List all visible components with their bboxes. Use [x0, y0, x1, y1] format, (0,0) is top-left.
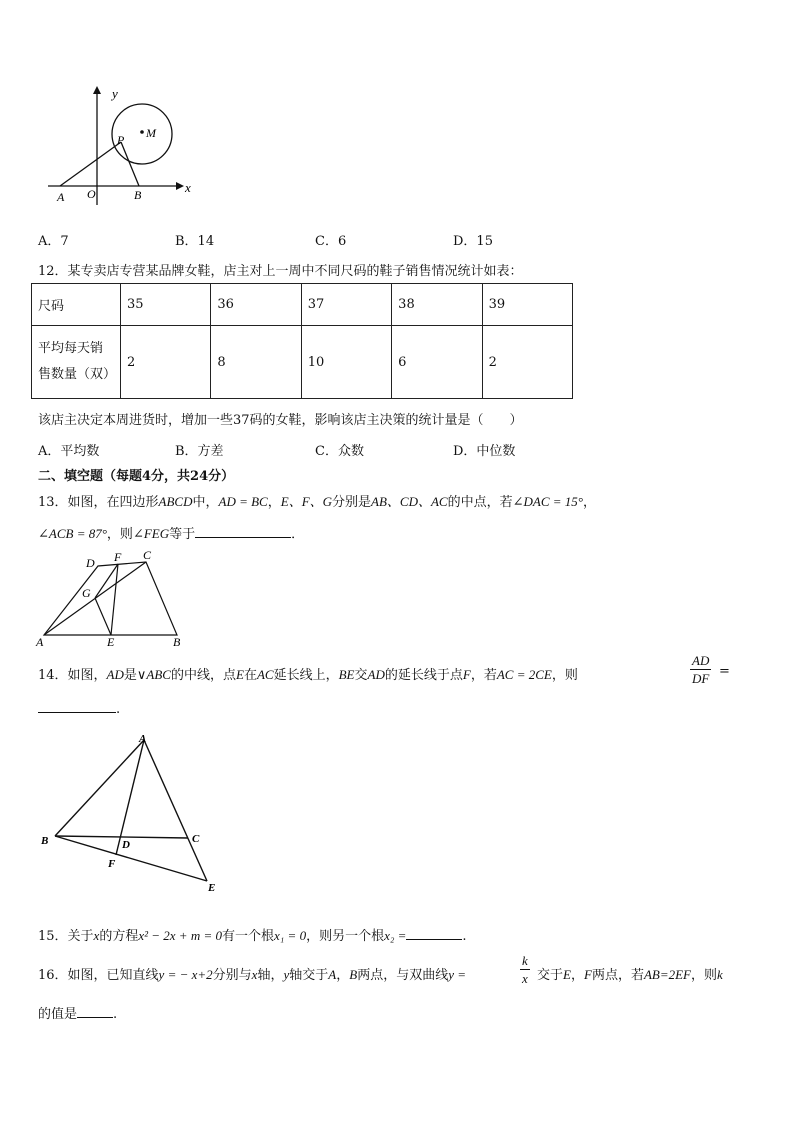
table-size-cell: 35 — [121, 284, 211, 326]
table-count-cell: 8 — [211, 326, 301, 399]
q14-end: . — [116, 702, 121, 717]
answer-blank[interactable] — [406, 927, 462, 940]
q13-figure — [34, 545, 194, 650]
table-row2-label-line1: 平均每天销 — [38, 341, 104, 356]
q13-ad-bc: AD = BC — [218, 494, 268, 509]
q13-text: 等于 — [169, 527, 196, 542]
q13-line2 — [38, 523, 304, 542]
fraction-denominator: x — [522, 971, 528, 986]
q16-text: 轴， — [257, 968, 284, 983]
q14-text: ，则 — [551, 668, 578, 683]
q11-label-y: y — [112, 86, 118, 101]
q15-x2: x₂ = — [384, 928, 407, 943]
q16-k: k — [717, 967, 723, 982]
q16-end: . — [113, 1007, 118, 1022]
q16-text: 分别与 — [212, 968, 252, 983]
q14-e: E — [236, 667, 244, 682]
q11-label-O: O — [87, 187, 96, 201]
q16-line1 — [38, 964, 466, 983]
q13-ab-cd-ac: AB、CD、AC — [371, 494, 448, 509]
q11-option-d: D．15 — [453, 234, 493, 249]
q14-ac: AC — [256, 667, 274, 682]
q16-text: ， — [336, 968, 350, 983]
q15-text: 的方程 — [99, 929, 139, 944]
q14-f: F — [462, 667, 471, 682]
q14-label-C: C — [192, 833, 200, 845]
q16-F: F — [583, 967, 592, 982]
q16-yeq: y = — [448, 967, 466, 982]
q16-line1-tail — [537, 964, 723, 983]
q13-text: ， — [267, 495, 281, 510]
q16-condition: AB=2EF — [643, 967, 691, 982]
q13-line1 — [38, 491, 596, 510]
q16-text: ， — [570, 968, 584, 983]
q11-label-M: M — [146, 126, 156, 140]
table-size-cell: 38 — [392, 284, 482, 326]
q13-label-E: E — [107, 635, 115, 649]
q16-A: A — [328, 967, 337, 982]
q14-text: ，若 — [470, 668, 497, 683]
table-count-cell: 6 — [392, 326, 482, 399]
q11-option-c: C．6 — [315, 234, 347, 249]
q13-efg: E、F、G — [280, 494, 333, 509]
q15-root: x₁ = 0 — [274, 928, 307, 943]
section-heading: 二、填空题（每题4分，共24分） — [38, 469, 235, 484]
q14-label-D: D — [122, 839, 130, 851]
q14-figure — [36, 728, 226, 898]
q13-text: ． — [291, 527, 305, 542]
q13-angle-dac: ∠DAC = 15° — [512, 494, 583, 509]
q13-text: 分别是 — [332, 495, 372, 510]
q14-be: BE — [338, 667, 355, 682]
q16-text: 轴交于 — [289, 968, 329, 983]
q11-figure — [40, 80, 200, 210]
q14-condition: AC = 2CE — [496, 667, 552, 682]
answer-blank[interactable] — [77, 1005, 113, 1018]
q16-text: 两点，与双曲线 — [357, 968, 449, 983]
table-count-cell: 2 — [482, 326, 572, 399]
q14-text: 交 — [354, 668, 368, 683]
q14-triangle: ∨ABC — [136, 667, 171, 682]
q14-text: 14．如图， — [38, 668, 107, 683]
q16-fraction — [520, 952, 530, 987]
fraction-numerator: AD — [692, 653, 710, 668]
q16-B: B — [349, 967, 358, 982]
q14-ad2: AD — [367, 667, 385, 682]
answer-blank[interactable] — [38, 700, 116, 713]
q15-x: x — [93, 928, 100, 943]
q12-option-a: A．平均数 — [38, 444, 100, 459]
q14-text: 是 — [123, 668, 137, 683]
q13-text: 的中点，若 — [447, 495, 513, 510]
q14-text: 延长线上， — [273, 668, 339, 683]
q13-label-A: A — [36, 635, 44, 649]
q15-line — [38, 925, 467, 944]
table-row2-label-line2: 售数量（双） — [38, 367, 117, 382]
q13-text: ，则 — [106, 527, 133, 542]
q11-option-b: B．14 — [175, 234, 215, 249]
fraction-numerator: k — [522, 953, 528, 968]
q16-text: 两点，若 — [591, 968, 644, 983]
q12-size-table — [31, 283, 573, 399]
table-size-cell: 39 — [482, 284, 572, 326]
q16-E: E — [563, 967, 571, 982]
q16-line-eq: y = − x+2 — [158, 967, 213, 982]
q12-option-b: B．方差 — [175, 444, 224, 459]
table-size-cell: 36 — [211, 284, 301, 326]
q13-text: 13．如图，在四边形 — [38, 495, 159, 510]
q14-text: 在 — [243, 668, 257, 683]
q13-label-F: F — [114, 550, 122, 564]
q15-text: ，则另一个根 — [306, 929, 385, 944]
table-count-cell: 2 — [121, 326, 211, 399]
q15-text: 有一个根 — [222, 929, 275, 944]
q13-label-B: B — [173, 635, 181, 649]
q14-ad: AD — [106, 667, 124, 682]
q14-label-A: A — [139, 733, 147, 745]
table-size-cell: 37 — [301, 284, 391, 326]
q13-label-C: C — [143, 548, 152, 562]
q15-text: 15．关于 — [38, 929, 94, 944]
fraction-denominator: DF — [692, 671, 710, 686]
q13-text: 中， — [192, 495, 219, 510]
q11-option-a: A．7 — [38, 234, 69, 249]
q11-label-B: B — [134, 188, 142, 202]
q15-end: . — [462, 929, 467, 944]
q14-label-F: F — [108, 858, 116, 870]
answer-blank[interactable] — [195, 525, 291, 538]
q13-angle-acb: ∠ACB = 87° — [38, 526, 107, 541]
q16-text: 16．如图，已知直线 — [38, 968, 159, 983]
table-row1-label: 尺码 — [32, 284, 121, 326]
q11-label-P: P — [117, 133, 125, 147]
q13-label-G: G — [82, 586, 91, 600]
q16-x: x — [251, 967, 258, 982]
q14-text: 的延长线于点 — [384, 668, 463, 683]
q13-angle-feg: ∠FEG — [132, 526, 170, 541]
q14-text: 的中线，点 — [170, 668, 236, 683]
q15-equation: x² − 2x + m = 0 — [138, 928, 222, 943]
q14-fraction — [690, 652, 711, 687]
table-count-cell: 10 — [301, 326, 391, 399]
q16-text: ，则 — [691, 968, 718, 983]
q14-answer-line — [38, 700, 120, 717]
q13-label-D: D — [86, 556, 95, 570]
q16-text: 的值是 — [38, 1007, 78, 1022]
q13-text: ， — [583, 495, 597, 510]
q12-stem: 12．某专卖店专营某品牌女鞋，店主对上一周中不同尺码的鞋子销售情况统计如表： — [38, 264, 523, 279]
q12-option-d: D．中位数 — [453, 444, 516, 459]
q14-label-E: E — [208, 882, 216, 894]
q16-y: y — [283, 967, 290, 982]
q14-equals: = — [719, 664, 730, 679]
q13-abcd: ABCD — [158, 494, 193, 509]
q11-label-A: A — [57, 190, 65, 204]
q14-line1 — [38, 664, 578, 683]
q12-question: 该店主决定本周进货时，增加一些37码的女鞋，影响该店主决策的统计量是（ ） — [38, 413, 523, 428]
q11-label-x: x — [185, 180, 191, 195]
q12-option-c: C．众数 — [315, 444, 364, 459]
q16-text: 交于 — [537, 968, 564, 983]
table-row2-label — [32, 326, 121, 399]
q14-label-B: B — [41, 835, 49, 847]
q16-line2 — [38, 1003, 117, 1022]
